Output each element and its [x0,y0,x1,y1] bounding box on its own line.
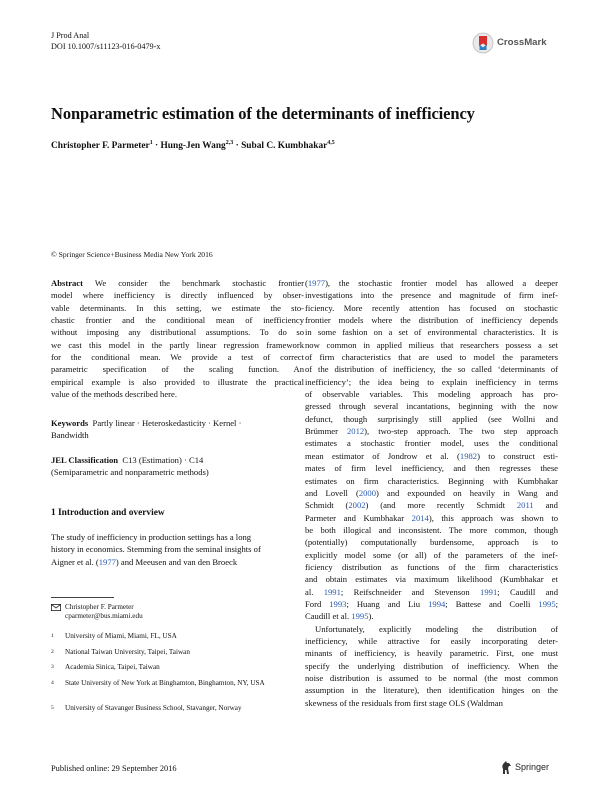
text-line [305,462,558,474]
published-date: Published online: 29 September 2016 [51,764,177,773]
text-line [305,561,558,573]
text-fragment: assumption in the literature), then identification hinges on the [305,685,558,696]
text-fragment: al. [305,586,324,597]
text-fragment: skewness of the residuals from first stage OLS (Waldman [305,697,503,708]
affiliation-item [51,648,291,657]
citation-link[interactable]: 1991 [480,586,498,597]
text-fragment: investigations into the presence and magnitude of firm inef- [305,290,558,301]
abstract-line: for the conditional mean. We provide a test of correct [51,352,304,363]
text-fragment: ficiency distribution as functions of the firm characteristics [305,561,558,572]
citation-link[interactable]: 1993 [329,598,347,609]
text-fragment: estimates a stochastic frontier model, uses the conditional [305,438,558,449]
text-line [305,549,558,561]
text-line [305,512,558,524]
text-line [305,351,558,363]
abstract-label: Abstract [51,278,83,288]
text-fragment: Parmeter and Kumbhakar [305,512,412,523]
text-fragment: ), this approach was shown to [428,512,558,523]
text-fragment: of the distribution of inefficiency, the so called ‘determinants of [305,364,558,375]
text-line [305,499,558,511]
affiliation-number: 1 [51,633,54,639]
abstract-line: We consider the benchmark stochastic frontier [94,278,304,288]
springer-horse-icon [500,760,513,775]
affiliation-text: Academia Sinica, Taipei, Taiwan [65,663,160,671]
text-fragment: ficiency. More recently attention has focused on stochastic [305,302,558,313]
citation-link[interactable]: 1982 [459,450,478,461]
text-fragment: mean estimator of Jondrow et al. ( [305,450,460,461]
text-fragment: be both illogical and inconsistent. The more common, though [305,524,558,535]
text-line [305,586,558,598]
text-fragment: gressed through several incantations, beginning with the now [305,401,558,412]
text-fragment: ) and expounded on heavily in Wang and [376,487,559,498]
jel-label: JEL Classification [51,455,119,465]
footnote-rule [51,597,114,598]
text-fragment: ; Battese and Coelli [445,598,539,609]
intro-line: The study of inefficiency in production settings has a long [51,532,252,542]
text-fragment: Brümmer [305,426,347,437]
text-fragment: ) to construct esti- [477,450,559,461]
intro-line: Aigner et al. ( [51,556,99,567]
text-line [305,413,558,425]
affiliation-text: State University of New York at Binghamton, Binghamton, NY, USA [65,678,265,687]
author-separator: · [152,141,161,152]
text-fragment: and [533,500,558,511]
author-separator: · [233,141,242,152]
keywords [51,417,304,442]
citation-link[interactable]: 1977 [98,556,116,567]
text-line [305,314,558,326]
text-fragment: ), two-step approach. The two step approach [364,426,558,437]
text-fragment: ( [305,278,308,288]
abstract-line: model where inefficiency is directly influenced by obser- [51,290,304,301]
crossmark-label: CrossMark [497,37,547,48]
citation-link[interactable]: 2000 [358,487,376,498]
intro-line: history in economics. Stemming from the seminal insights of [51,544,261,555]
affiliation-text: University of Stavanger Business School, Stavanger, Norway [65,703,242,712]
author-name[interactable]: Hung-Jen Wang [160,141,226,152]
text-line [305,635,558,647]
text-fragment: ) (and more recently Schmidt [365,500,517,511]
text-fragment: ; Huang and Liu [346,598,429,609]
journal-name: J Prod Anal [51,31,90,40]
text-line [305,450,558,462]
intro-paragraph-right [305,277,558,709]
text-line [305,400,558,412]
citation-link[interactable]: 2012 [346,426,365,437]
affiliation-number: 2 [51,648,54,655]
text-fragment: Caudill et al. [305,611,352,622]
intro-paragraph [51,531,304,568]
text-fragment: Ford [305,598,330,609]
text-line [305,672,558,684]
affiliation-text: University of Miami, Miami, FL, USA [65,632,177,640]
affiliation-item [51,679,291,688]
text-line [305,684,558,696]
corresponding-author [51,603,304,622]
affiliation-number: 5 [51,704,54,711]
keywords-label: Keywords [51,418,89,428]
text-fragment: ; Reifschneider and Stevenson [340,586,481,597]
text-fragment: mates of firm level inefficiency, and then regresses these [305,463,558,474]
text-line [305,697,558,709]
text-line [305,425,558,437]
affiliation-number: 4 [51,679,54,686]
text-fragment: and obtain estimates via maximum likelihood (Kumbhakar et [305,574,558,585]
jel-classification [51,454,304,479]
affiliation-item [51,663,291,672]
text-line [305,610,558,622]
section-heading-intro: 1 Introduction and overview [51,508,165,518]
citation-link[interactable]: 1994 [428,598,446,609]
text-line [305,277,558,289]
text-line [305,524,558,536]
text-fragment: ; [555,598,558,609]
text-fragment: Schmidt ( [305,500,349,511]
citation-link[interactable]: 2002 [348,500,366,511]
text-line [305,536,558,548]
keywords-list: Partly linear · Heteroskedasticity · Kernel · [92,418,242,428]
citation-link[interactable]: 1977 [307,278,326,288]
text-line [305,573,558,585]
crossmark-icon [472,32,494,54]
abstract-line: parametric specification of the scaling function. An [51,364,304,375]
jel-codes: C13 (Estimation) · C14 [122,455,204,465]
text-fragment: explicitly model some (or all) of the parameters of the inef- [305,549,558,560]
text-line [305,289,558,301]
text-fragment: inefficiency, while attractive for easily incorporating deter- [305,635,558,646]
citation-link[interactable]: 1995 [538,598,556,609]
author-name[interactable]: Subal C. Kumbhakar [241,141,328,152]
text-fragment: inefficiency’; the idea being to explain inefficiency in terms [305,376,558,387]
text-line [305,475,558,487]
contact-email[interactable]: cparmeter@bus.miami.edu [65,612,143,621]
envelope-icon [51,604,61,611]
springer-label: Springer [515,762,550,772]
abstract-line: we cast this model in the partly linear regression framework [51,339,304,350]
article-title: Nonparametric estimation of the determinants of inefficiency [51,104,475,123]
text-fragment: of observable variables. This modeling approach has pro- [305,389,558,400]
text-fragment: ; Caudill and [497,586,558,597]
text-line [305,339,558,351]
affiliation-item [51,632,291,641]
text-line [305,363,558,375]
text-fragment: now common in applied milieus that researchers possess a set [305,339,558,350]
citation-link[interactable]: 1991 [323,586,341,597]
abstract-line: chastic frontier and the conditional mean of inefficiency [51,315,304,326]
text-line [305,660,558,672]
text-line [305,623,558,635]
abstract-line: without imposing any distributional assumptions. To do so [51,327,304,338]
intro-line: ) and Meeusen and van den Broeck [115,556,238,567]
author-name[interactable]: Christopher F. Parmeter [51,141,150,152]
citation-link[interactable]: 2014 [411,512,429,523]
text-line [305,647,558,659]
copyright: © Springer Science+Business Media New York 2016 [51,250,213,259]
abstract [51,277,304,400]
author-affiliation-marker: 4,5 [327,140,335,146]
text-line [305,598,558,610]
author-list [51,140,335,151]
text-fragment: (potentially) computationally burdensome, approach is to [305,537,558,548]
citation-link[interactable]: 2011 [516,500,534,511]
keywords-list-cont: Bandwidth [51,430,89,441]
citation-link[interactable]: 1995 [351,611,369,622]
text-fragment: Unfortunately, explicitly modeling the distribution of [315,623,558,634]
contact-name: Christopher F. Parmeter [65,603,134,611]
text-fragment: minants of inefficiency, is heavily parametric. First, one must [305,648,558,659]
text-fragment: ). [368,611,374,622]
text-fragment: estimates on firm characteristics. Beginning with Kumbhakar [305,475,558,486]
text-line [305,388,558,400]
text-line [305,437,558,449]
abstract-line: empirical example is also provided to illustrate the practical [51,376,304,387]
springer-logo [500,760,560,776]
crossmark-badge[interactable] [472,32,552,54]
author-affiliation-marker: 2,3 [225,140,234,146]
author-affiliation-marker: 1 [149,140,153,146]
abstract-line: value of the methods described here. [51,389,177,400]
text-fragment: and Lovell ( [305,487,359,498]
affiliation-number: 3 [51,664,54,670]
text-fragment: ), the stochastic frontier model has allowed a deeper [325,278,558,288]
doi[interactable]: DOI 10.1007/s11123-016-0479-x [51,42,161,51]
text-line [305,302,558,314]
text-fragment: of firm characteristics that are used to model the parameters [305,352,558,363]
jel-codes-cont: (Semiparametric and nonparametric methods) [51,467,209,478]
abstract-line: vable determinants. In this setting, we estimate the sto- [51,302,304,313]
text-line [305,326,558,338]
text-fragment: specify the underlying distribution of inefficiency. When the [305,660,558,671]
text-fragment: noise distribution is assumed to be normal (the most common [305,673,558,683]
text-line [305,487,558,499]
text-fragment: frontier models where the distribution of inefficiency depends [305,315,558,326]
text-fragment: in some fashion on a set of environmental characteristics. It is [305,327,558,338]
text-fragment: defunct, though surprisingly still applied (see Wollni and [305,413,558,424]
text-line [305,376,558,388]
affiliation-item [51,704,291,713]
affiliation-text: National Taiwan University, Taipei, Taiwan [65,647,190,656]
